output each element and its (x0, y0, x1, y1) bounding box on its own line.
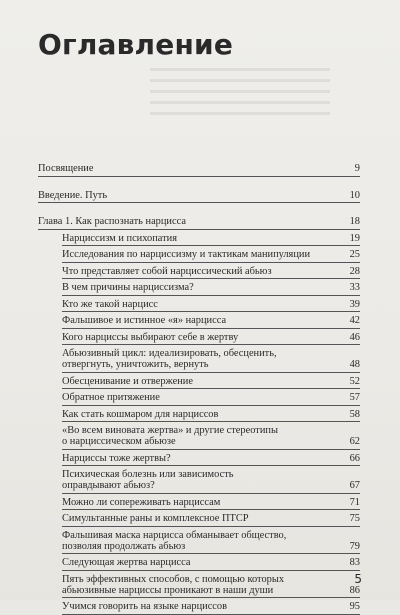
toc-entry-title-line: Можно ли сопереживать нарциссам (62, 496, 221, 508)
toc-entry-title (62, 299, 332, 310)
toc-entry-title-line: Учимся говорить на языке нарциссов (62, 601, 228, 612)
toc-entry-title-line: Нарциссизм и психопатия (62, 232, 178, 244)
toc-entry-page: 10 (349, 189, 360, 201)
toc-entry-title-line: Кого нарциссы выбирают себе в жертву (62, 331, 239, 343)
toc-entry-title-line: Введение. Путь (38, 189, 108, 201)
toc-entry-page: 19 (349, 232, 360, 244)
toc-entry-title (62, 530, 332, 552)
toc-entry-title-line: позволяя продолжать абьюз (62, 540, 186, 552)
toc-entry (62, 230, 360, 247)
toc-entry-page: 25 (349, 249, 360, 260)
toc-entry (62, 406, 360, 423)
toc-entry-title-line: Как стать кошмаром для нарциссов (62, 408, 219, 420)
toc-entry (62, 296, 360, 313)
toc-entry-title (62, 282, 332, 293)
toc-entry-page: 28 (349, 265, 360, 277)
toc-entry-title-line: В чем причины нарциссизма? (62, 282, 194, 293)
toc-entry (62, 345, 360, 373)
toc-entry-title (62, 453, 332, 464)
toc-entry-title (38, 216, 332, 227)
toc-entry (38, 213, 360, 230)
toc-entry-title (62, 469, 332, 491)
toc-entry-page: 62 (349, 436, 360, 447)
toc-entry (62, 510, 360, 527)
toc-entry (62, 527, 360, 555)
toc-entry-page: 42 (349, 315, 360, 326)
toc-entry (62, 494, 360, 511)
toc-entry-title-line: абьюзивные нарциссы проникают в наши души (62, 584, 274, 596)
toc-entry-page: 83 (349, 557, 360, 568)
page-number: 5 (354, 572, 362, 586)
toc-entry-title (38, 163, 332, 174)
toc-entry-page: 39 (349, 298, 360, 310)
toc-entry-title-line: Посвящение (38, 163, 94, 174)
toc-entry-page: 52 (349, 375, 360, 387)
toc-entry-title (62, 266, 332, 277)
toc-entry-title-line: отвергнуть, уничтожить, вернуть (62, 359, 209, 370)
toc-entry-title (62, 409, 332, 420)
toc-entry-title (62, 332, 332, 343)
toc-entry-title (62, 249, 332, 260)
toc-entry-page: 9 (354, 163, 360, 174)
toc-entry-title-line: Следующая жертва нарцисса (62, 557, 191, 568)
toc-entry (62, 598, 360, 615)
toc-entry-title-line: «Во всем виновата жертва» и другие стереотипы (62, 425, 278, 436)
toc-entry-title-line: Обесценивание и отвержение (62, 375, 193, 387)
toc-entry (62, 312, 360, 329)
toc-entry-page: 95 (349, 601, 360, 612)
toc-entry-page: 18 (349, 216, 360, 227)
toc-entry-page: 33 (349, 282, 360, 293)
toc-entry-page: 71 (349, 496, 360, 508)
toc-entry-page: 75 (349, 513, 360, 524)
toc-entry (62, 329, 360, 346)
toc-entry-title-line: Нарциссы тоже жертвы? (62, 452, 171, 464)
toc-entry-page: 48 (349, 359, 360, 370)
toc-entry (62, 279, 360, 296)
toc-entry-title-line: Фальшивое и истинное «я» нарцисса (62, 315, 227, 326)
toc-entry-title (62, 392, 332, 403)
toc-entry-title-line: Фальшивая маска нарцисса обманывает общество, (62, 529, 287, 541)
toc-entry-title (62, 425, 332, 447)
toc-entry-page: 58 (349, 408, 360, 420)
toc-entry (62, 450, 360, 467)
toc-entry (62, 554, 360, 571)
toc-entry-title (62, 376, 332, 387)
toc-entry-title (62, 557, 332, 568)
toc-entry-title (62, 233, 332, 244)
toc-entry-title (38, 190, 332, 201)
table-of-contents (38, 160, 360, 615)
toc-entry-title-line: Кто же такой нарцисс (62, 298, 158, 310)
toc-entry (38, 187, 360, 204)
toc-entry-title-line: Что представляет собой нарциссический абьюз (62, 265, 272, 277)
toc-entry-title-line: о нарциссическом абьюзе (62, 436, 176, 447)
toc-entry-title (62, 497, 332, 508)
show-through-text (150, 60, 330, 130)
toc-entry-title (62, 348, 332, 370)
toc-entry-title-line: Абьюзивный цикл: идеализировать, обесценить, (62, 348, 277, 359)
toc-entry (62, 389, 360, 406)
toc-entry (62, 422, 360, 450)
toc-entry-page: 79 (349, 540, 360, 552)
toc-entry (62, 571, 360, 599)
toc-entry-title-line: Обратное притяжение (62, 392, 160, 403)
toc-entry-title-line: Исследования по нарциссизму и тактикам манипуляции (62, 249, 311, 260)
toc-entry-page: 46 (349, 331, 360, 343)
toc-entry (62, 373, 360, 390)
toc-entry-title (62, 513, 332, 524)
toc-entry (62, 246, 360, 263)
toc-entry-title-line: Симультанные раны и комплексное ПТСР (62, 513, 249, 524)
toc-entry-title-line: Психическая болезнь или зависимость (62, 469, 234, 480)
toc-entry (62, 466, 360, 494)
toc-entry (38, 160, 360, 177)
toc-entry-page: 67 (349, 480, 360, 491)
page-title: Оглавление (38, 28, 234, 61)
toc-entry-page: 86 (349, 584, 360, 596)
toc-entry-title-line: Пять эффективных способов, с помощью которых (62, 573, 285, 585)
toc-entry-title (62, 601, 332, 612)
toc-entry-page: 57 (349, 392, 360, 403)
toc-entry-title-line: Глава 1. Как распознать нарцисса (38, 216, 186, 227)
toc-entry-page: 66 (349, 452, 360, 464)
toc-entry-title-line: оправдывают абьюз? (62, 480, 155, 491)
toc-entry (62, 263, 360, 280)
toc-entry-title (62, 315, 332, 326)
toc-entry-title (62, 574, 332, 596)
